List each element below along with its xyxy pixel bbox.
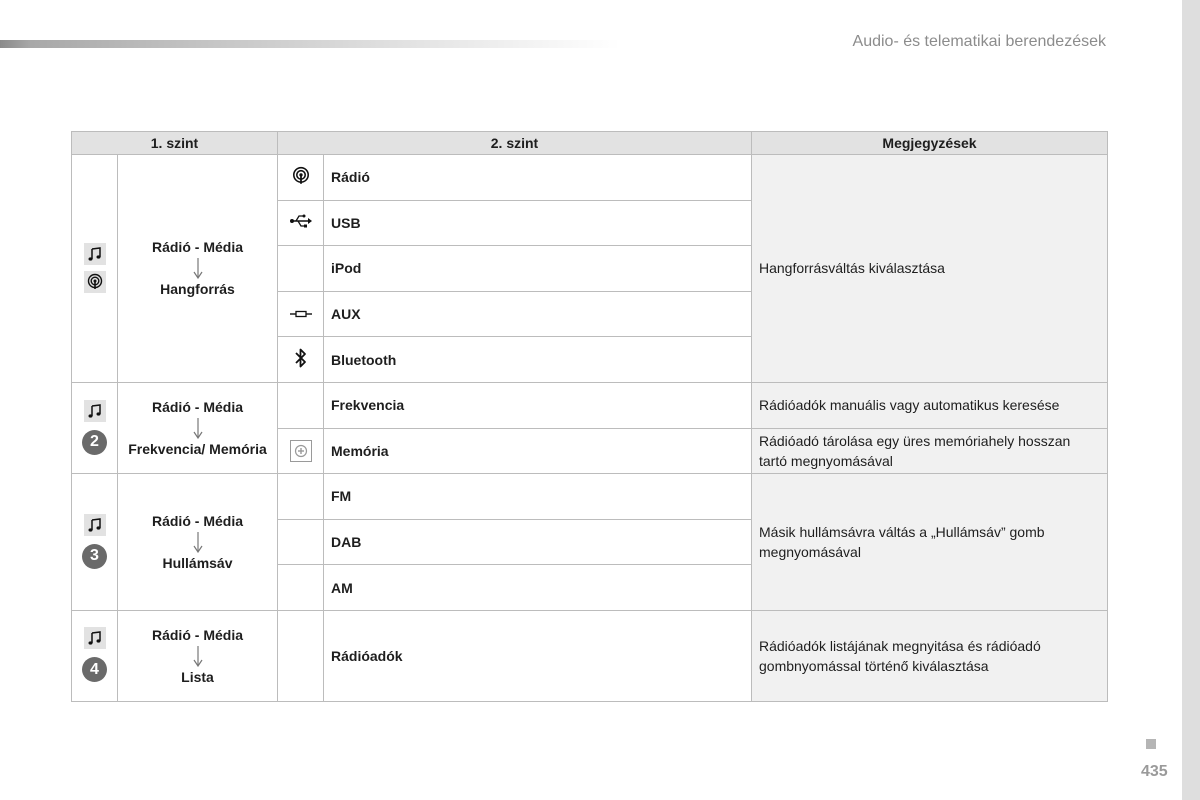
right-edge-strip — [1182, 0, 1200, 800]
level2-icon-cell — [278, 155, 324, 201]
level1-icons-cell — [72, 155, 118, 383]
bluetooth-icon — [294, 347, 308, 369]
table-header-row — [72, 132, 1108, 155]
header-gradient-bar — [0, 40, 620, 48]
level1-top-label: Rádió - Média — [151, 626, 243, 643]
level2-label: iPod — [324, 246, 752, 292]
note-cell: Rádióadók manuális vagy automatikus keresése — [752, 382, 1108, 428]
column-header-level1: 1. szint — [72, 132, 278, 155]
number-4-badge: 4 — [82, 657, 107, 682]
column-header-level2: 2. szint — [278, 132, 752, 155]
level2-label: Frekvencia — [324, 382, 752, 428]
page-marker — [1146, 739, 1156, 749]
arrow-down-icon — [192, 531, 204, 553]
menu-table — [71, 131, 1108, 702]
arrow-down-icon — [192, 645, 204, 667]
level1-icons-cell — [72, 474, 118, 611]
level1-cell — [118, 382, 278, 473]
table-row — [72, 610, 1108, 701]
number-2-badge: 2 — [82, 430, 107, 455]
arrow-down-icon — [192, 417, 204, 439]
level1-bottom-label: Hangforrás — [160, 281, 235, 298]
level2-icon-cell — [278, 519, 324, 565]
level2-label: DAB — [324, 519, 752, 565]
level2-label: Rádió — [324, 155, 752, 201]
level2-icon-cell — [278, 474, 324, 520]
table-row — [72, 155, 1108, 201]
table-row — [72, 382, 1108, 428]
level2-label: FM — [324, 474, 752, 520]
level2-icon-cell — [278, 428, 324, 474]
level1-bottom-label: Hullámsáv — [162, 555, 233, 572]
level1-cell — [118, 474, 278, 611]
music-note-icon — [84, 243, 106, 265]
level1-top-label: Rádió - Média — [151, 399, 243, 416]
level1-icons-cell — [72, 382, 118, 473]
level2-label: Bluetooth — [324, 337, 752, 383]
usb-icon — [289, 214, 313, 228]
music-note-icon — [84, 514, 106, 536]
note-cell: Rádióadó tárolása egy üres memóriahely hosszan tartó megnyomásával — [752, 428, 1108, 474]
level2-icon-cell — [278, 382, 324, 428]
level1-top-label: Rádió - Média — [151, 239, 243, 256]
page-number: 435 — [1141, 763, 1168, 780]
table-row — [72, 474, 1108, 520]
note-cell: Hangforrásváltás kiválasztása — [752, 155, 1108, 383]
level2-icon-cell — [278, 200, 324, 246]
music-note-icon — [84, 400, 106, 422]
section-title: Audio- és telematikai berendezések — [852, 33, 1106, 50]
level2-icon-cell — [278, 565, 324, 611]
memory-plus-icon — [290, 440, 312, 462]
aux-icon — [289, 309, 313, 319]
level2-label: AM — [324, 565, 752, 611]
note-cell: Másik hullámsávra váltás a „Hullámsáv” gomb megnyomásával — [752, 474, 1108, 611]
level2-icon-cell — [278, 291, 324, 337]
level2-label: AUX — [324, 291, 752, 337]
level1-bottom-label: Frekvencia/ Memória — [128, 441, 267, 458]
level2-icon-cell — [278, 610, 324, 701]
arrow-down-icon — [192, 257, 204, 279]
level1-top-label: Rádió - Média — [151, 513, 243, 530]
note-cell: Rádióadók listájának megnyitása és rádióadó gombnyomással történő kiválasztása — [752, 610, 1108, 701]
radio-icon — [291, 166, 311, 186]
level1-bottom-label: Lista — [181, 668, 214, 685]
level2-label: USB — [324, 200, 752, 246]
music-note-icon — [84, 627, 106, 649]
level1-icons-cell — [72, 610, 118, 701]
level2-icon-cell — [278, 246, 324, 292]
column-header-notes: Megjegyzések — [752, 132, 1108, 155]
level2-label: Rádióadók — [324, 610, 752, 701]
level1-cell — [118, 610, 278, 701]
number-3-badge: 3 — [82, 544, 107, 569]
radio-icon — [84, 271, 106, 293]
level2-label: Memória — [324, 428, 752, 474]
level1-cell — [118, 155, 278, 383]
level2-icon-cell — [278, 337, 324, 383]
